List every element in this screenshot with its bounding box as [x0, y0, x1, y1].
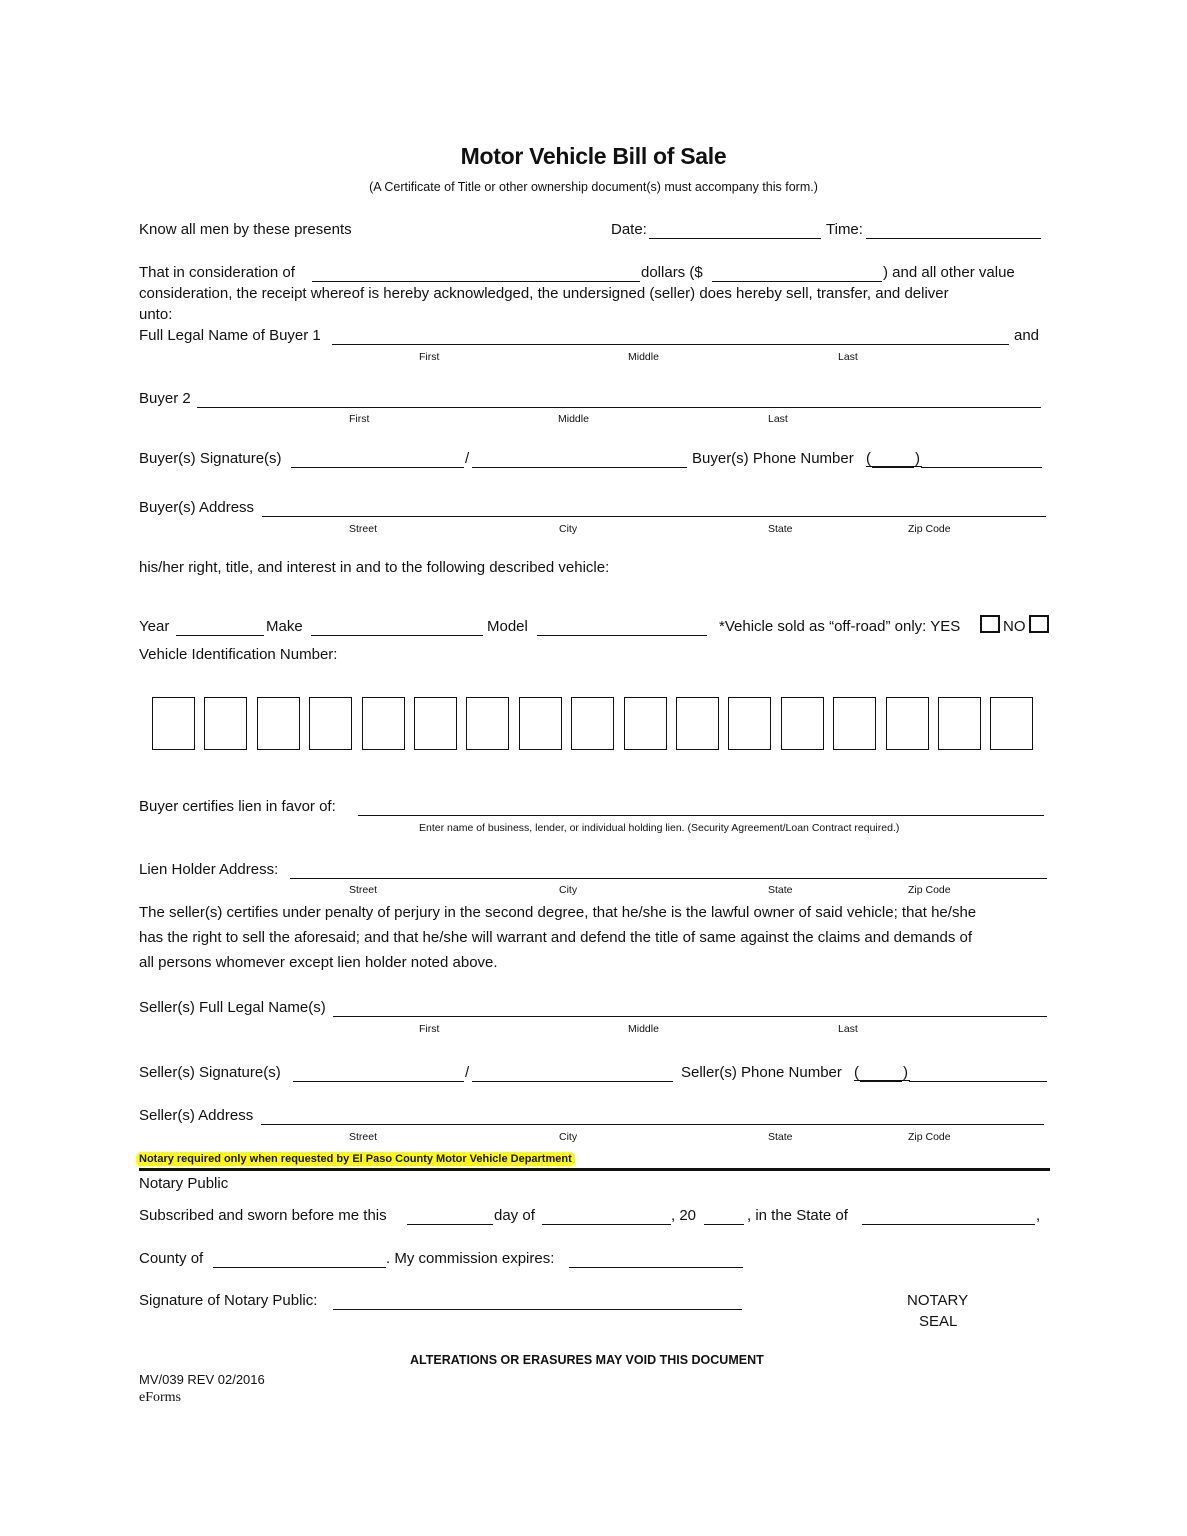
seller-address-state-sublabel: State	[768, 1131, 793, 1143]
buyer-phone-number-field[interactable]	[921, 451, 1042, 468]
vin-box-17[interactable]	[990, 697, 1033, 750]
know-all-text: Know all men by these presents	[139, 221, 352, 238]
buyer2-label: Buyer 2	[139, 390, 191, 407]
buyer-address-field[interactable]	[262, 500, 1046, 517]
consideration-prefix: That in consideration of	[139, 264, 295, 281]
offroad-label: *Vehicle sold as “off-road” only: YES	[719, 618, 961, 635]
seller-phone-label: Seller(s) Phone Number	[681, 1064, 842, 1081]
seller2-signature-field[interactable]	[472, 1065, 673, 1082]
consideration-suffix: ) and all other value	[883, 264, 1015, 281]
dollars-label: dollars ($	[641, 264, 703, 281]
notary-signature-label: Signature of Notary Public:	[139, 1292, 318, 1309]
seller-address-street-sublabel: Street	[349, 1131, 378, 1143]
state-comma: ,	[1036, 1207, 1041, 1224]
year-field[interactable]	[176, 619, 264, 636]
buyer-signature-label: Buyer(s) Signature(s)	[139, 450, 282, 467]
lien-address-street-sublabel: Street	[349, 884, 378, 896]
notary-seal-line1: NOTARY	[907, 1292, 969, 1309]
notary-heading: Notary Public	[139, 1175, 229, 1192]
seller-signature-slash: /	[465, 1064, 470, 1081]
seller-signature-label: Seller(s) Signature(s)	[139, 1064, 281, 1081]
seller-middle-sublabel: Middle	[628, 1023, 659, 1035]
consideration-words-field[interactable]	[312, 265, 640, 282]
certification-line3: all persons whomever except lien holder noted above.	[139, 954, 498, 971]
buyer-phone-underline	[866, 466, 922, 467]
vin-box-13[interactable]	[781, 697, 824, 750]
dollars-amount-field[interactable]	[712, 265, 882, 282]
in-state-label: , in the State of	[747, 1207, 848, 1224]
make-field[interactable]	[311, 619, 483, 636]
certification-line1: The seller(s) certifies under penalty of perjury in the second degree, that he/she is the lawful owner of said vehicle; that he/she	[139, 904, 977, 921]
day-of-label: day of	[494, 1207, 535, 1224]
vin-box-6[interactable]	[414, 697, 457, 750]
buyer1-signature-field[interactable]	[291, 451, 464, 468]
sworn-month-field[interactable]	[542, 1208, 671, 1225]
buyer-phone-label: Buyer(s) Phone Number	[692, 450, 854, 467]
model-label: Model	[487, 618, 528, 635]
model-field[interactable]	[537, 619, 707, 636]
notary-section-divider	[139, 1168, 1050, 1171]
buyer1-name-field[interactable]	[332, 328, 1009, 345]
time-field[interactable]	[866, 222, 1041, 239]
buyer2-signature-field[interactable]	[472, 451, 687, 468]
buyer-phone-paren-open: (	[866, 450, 871, 467]
vin-box-1[interactable]	[152, 697, 195, 750]
lien-address-state-sublabel: State	[768, 884, 793, 896]
vin-box-8[interactable]	[519, 697, 562, 750]
seller-last-sublabel: Last	[838, 1023, 858, 1035]
buyer-address-zip-sublabel: Zip Code	[908, 523, 951, 535]
commission-expires-field[interactable]	[569, 1251, 743, 1268]
lien-holder-name-field[interactable]	[358, 799, 1044, 816]
buyer-phone-paren-close: )	[915, 450, 920, 467]
buyer-address-city-sublabel: City	[559, 523, 578, 535]
time-label: Time:	[826, 221, 863, 238]
seller-first-sublabel: First	[419, 1023, 440, 1035]
buyer-address-street-sublabel: Street	[349, 523, 378, 535]
lien-label: Buyer certifies lien in favor of:	[139, 798, 336, 815]
offroad-no-checkbox[interactable]	[1029, 615, 1049, 633]
vin-box-10[interactable]	[624, 697, 667, 750]
lien-address-zip-sublabel: Zip Code	[908, 884, 951, 896]
year-prefix-label: , 20	[671, 1207, 697, 1224]
consideration-line2: consideration, the receipt whereof is hereby acknowledged, the undersigned (seller) does hereby sell, transfer, and deliver	[139, 285, 949, 302]
buyer2-middle-sublabel: Middle	[558, 413, 589, 425]
date-label: Date:	[611, 221, 647, 238]
page-title: Motor Vehicle Bill of Sale	[460, 143, 727, 169]
seller-phone-number-field[interactable]	[909, 1065, 1047, 1082]
consideration-line3: unto:	[139, 306, 173, 323]
seller-address-city-sublabel: City	[559, 1131, 578, 1143]
lien-hint: Enter name of business, lender, or individual holding lien. (Security Agreement/Loan Contract required.)	[419, 822, 900, 834]
make-label: Make	[266, 618, 303, 635]
alterations-warning: ALTERATIONS OR ERASURES MAY VOID THIS DOCUMENT	[410, 1353, 764, 1367]
vin-box-9[interactable]	[571, 697, 614, 750]
vin-box-11[interactable]	[676, 697, 719, 750]
vin-box-15[interactable]	[886, 697, 929, 750]
buyer1-last-sublabel: Last	[838, 351, 858, 363]
vin-box-12[interactable]	[728, 697, 771, 750]
county-label: County of	[139, 1250, 204, 1267]
sworn-state-field[interactable]	[862, 1208, 1035, 1225]
seller-address-field[interactable]	[261, 1108, 1044, 1125]
seller-name-label: Seller(s) Full Legal Name(s)	[139, 999, 326, 1016]
page-subtitle: (A Certificate of Title or other ownership document(s) must accompany this form.)	[369, 180, 818, 194]
seller-name-field[interactable]	[333, 1000, 1047, 1017]
seller-phone-paren-close: )	[903, 1064, 908, 1081]
certification-line2: has the right to sell the aforesaid; and that he/she will warrant and defend the title of same against the claims and demands of	[139, 929, 972, 946]
buyer2-last-sublabel: Last	[768, 413, 788, 425]
vin-box-14[interactable]	[833, 697, 876, 750]
buyer1-label: Full Legal Name of Buyer 1	[139, 327, 321, 344]
buyer2-name-field[interactable]	[197, 391, 1041, 408]
offroad-yes-checkbox[interactable]	[980, 615, 1000, 633]
buyer-signature-slash: /	[465, 450, 470, 467]
vin-box-3[interactable]	[257, 697, 300, 750]
vin-label: Vehicle Identification Number:	[139, 646, 338, 663]
sworn-day-field[interactable]	[407, 1208, 493, 1225]
offroad-no-label: NO	[1003, 618, 1026, 635]
buyer2-first-sublabel: First	[349, 413, 370, 425]
date-field[interactable]	[649, 222, 821, 239]
buyer1-and: and	[1014, 327, 1040, 344]
notary-notice-highlight: Notary required only when requested by El Paso County Motor Vehicle Department	[136, 1152, 575, 1166]
vin-box-2[interactable]	[204, 697, 247, 750]
county-field[interactable]	[213, 1251, 386, 1268]
vehicle-intro: his/her right, title, and interest in and to the following described vehicle:	[139, 559, 610, 576]
vin-box-7[interactable]	[466, 697, 509, 750]
vin-box-5[interactable]	[362, 697, 405, 750]
notary-signature-field[interactable]	[333, 1293, 742, 1310]
eforms-source: eForms	[139, 1390, 181, 1405]
seller-address-label: Seller(s) Address	[139, 1107, 254, 1124]
buyer-address-label: Buyer(s) Address	[139, 499, 255, 516]
commission-label: . My commission expires:	[386, 1250, 555, 1267]
lien-address-label: Lien Holder Address:	[139, 861, 279, 878]
sworn-year-field[interactable]	[704, 1208, 744, 1225]
lien-holder-address-field[interactable]	[290, 862, 1047, 879]
vin-box-16[interactable]	[938, 697, 981, 750]
form-id: MV/039 REV 02/2016	[139, 1372, 265, 1387]
lien-address-city-sublabel: City	[559, 884, 578, 896]
buyer1-middle-sublabel: Middle	[628, 351, 659, 363]
buyer-address-state-sublabel: State	[768, 523, 793, 535]
year-label: Year	[139, 618, 170, 635]
seller-phone-paren-open: (	[854, 1064, 859, 1081]
vin-box-4[interactable]	[309, 697, 352, 750]
buyer1-first-sublabel: First	[419, 351, 440, 363]
notary-seal-line2: SEAL	[919, 1313, 958, 1330]
seller-phone-underline	[854, 1080, 910, 1081]
seller1-signature-field[interactable]	[293, 1065, 464, 1082]
sworn-prefix: Subscribed and sworn before me this	[139, 1207, 387, 1224]
seller-address-zip-sublabel: Zip Code	[908, 1131, 951, 1143]
